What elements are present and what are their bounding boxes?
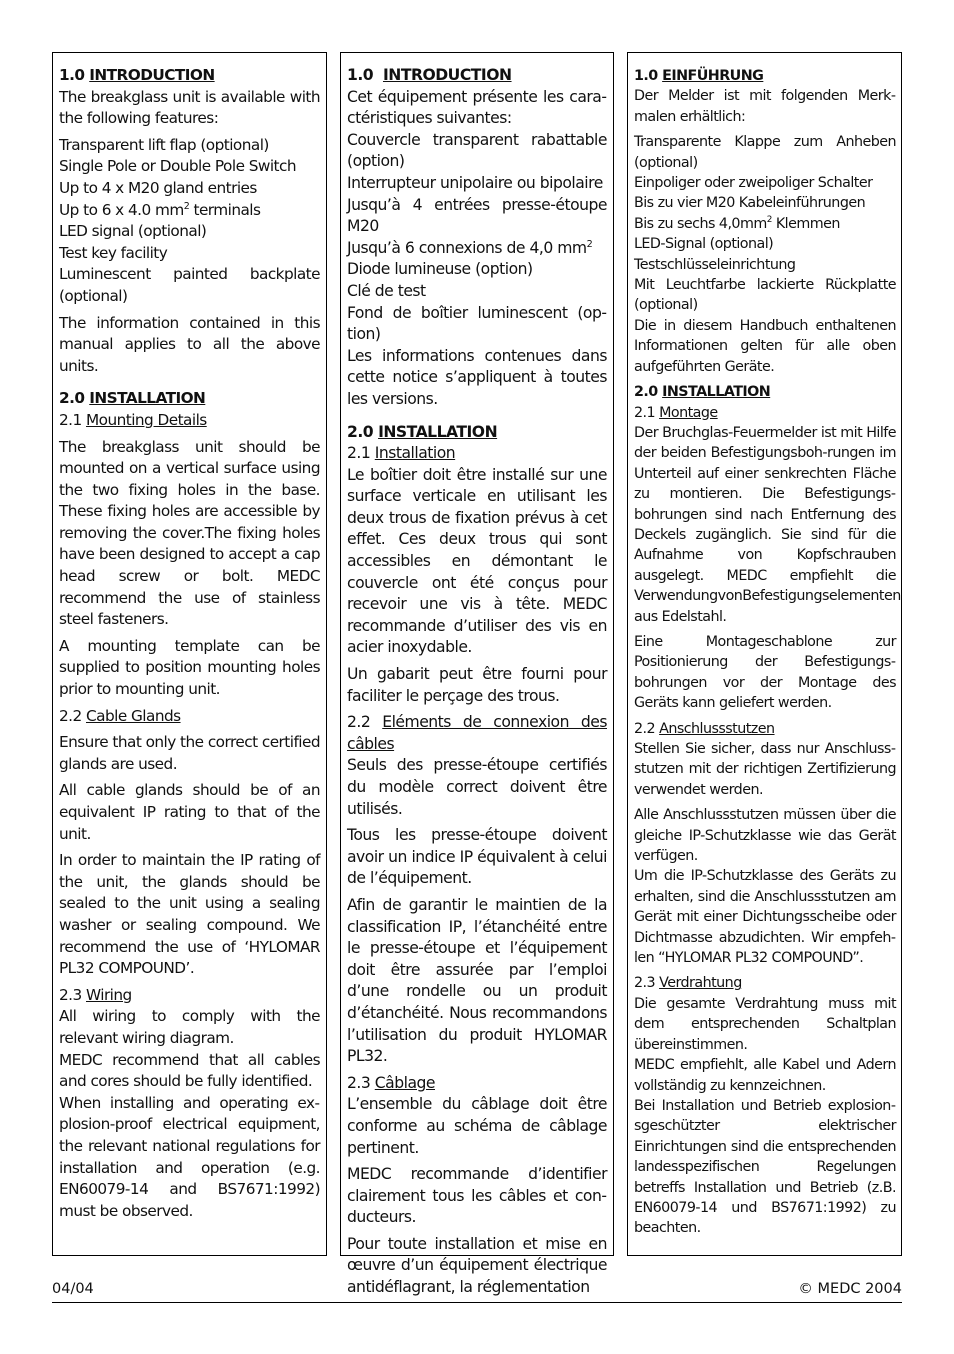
subsection-title: Anschlussstutzen xyxy=(659,720,775,737)
footer-rule xyxy=(52,1302,902,1303)
section-number: 2.0 xyxy=(59,389,85,408)
subsection-heading xyxy=(59,410,320,432)
superscript: 2 xyxy=(766,215,772,226)
subsection-number: 2.2 xyxy=(347,713,383,732)
subsection-heading xyxy=(634,973,896,993)
subsection-number: 2.2 xyxy=(59,706,86,725)
body-paragraph: Ensure that only the correct certified glands are used. xyxy=(59,733,321,773)
feature-item xyxy=(347,238,607,260)
body-paragraph: The breakglass unit should be mounted on a vertical surface using the two fixing holes in the base. These fixing holes are accessible by removing the cover.The fixing holes have been designed to accept a cap head screw or bolt. MEDC recommend the use of stainless steel fasteners. xyxy=(59,437,320,629)
feature-text: Jusqu’à 6 connexions de 4,0 mm xyxy=(347,238,587,257)
installation-heading xyxy=(59,388,320,410)
subsection-number: 2.1 xyxy=(59,410,86,429)
feature-item: Interrupteur unipolaire ou bipolaire xyxy=(347,173,603,192)
feature-item: Fond de boîtier luminescent (option) xyxy=(347,303,607,344)
feature-item: Couvercle transparent rabattable (option) xyxy=(347,130,607,171)
subsection-title: Verdrahtung xyxy=(659,975,742,992)
subsection-number: 2.1 xyxy=(347,444,375,463)
body-paragraph: All cable glands should be of an equivalent IP rating to that of the unit. xyxy=(59,781,320,843)
intro-paragraph: Les informations contenues dans cette notice s’appliquent à toutes les versions. xyxy=(347,346,607,408)
section-number: 1.0 xyxy=(347,66,374,84)
feature-item: Jusqu’à 4 entrées presse-étoupe M20 xyxy=(347,195,607,236)
installation-heading xyxy=(634,382,896,402)
body-paragraph: All wiring to comply with the relevant wiring diagram. xyxy=(59,1007,320,1047)
feature-item: Single Pole or Double Pole Switch xyxy=(59,157,297,176)
body-paragraph: Afin de garantir le maintien de la classification IP, l’étanchéité entre le presse-étoupe et l’équipement doit être assurée par l’emploi d’une rondelle ou un produit d’étanchéité. Nous recommandons l’utilisation du produit HYLOMAR PL32. xyxy=(347,895,607,1066)
body-paragraph: When installing and operating explosion-proof electrical equipment, the relevant national regulations for installation and operation (e.g. EN60079-14 and BS7671:1992) must be observed. xyxy=(59,1093,320,1220)
body-paragraph: MEDC recommend that all cables and cores should be fully identified. xyxy=(59,1050,320,1091)
section-title: INSTALLATION xyxy=(662,384,771,401)
subsection-heading xyxy=(59,985,320,1007)
subsection-title: Montage xyxy=(659,404,718,421)
feature-item: Test key facility xyxy=(59,243,168,262)
section-number: 2.0 xyxy=(634,384,658,401)
body-paragraph: Le boîtier doit être installé sur une surface verticale en utilisant les deux trous de fixation prévus à cet effet. Ces deux trous qui sont accessibles en démontant le couvercle ont été conçus pour recevoir une vis à tête. MEDC recommande d’utiliser des vis en acier inoxydable. xyxy=(347,465,607,657)
subsection-number: 2.3 xyxy=(59,985,86,1004)
section-title: INSTALLATION xyxy=(378,422,498,441)
subsection-heading xyxy=(634,719,896,739)
subsection-heading xyxy=(59,706,320,728)
subsection-heading xyxy=(347,1073,607,1095)
section-title: INTRODUCTION xyxy=(382,66,512,84)
intro-paragraph: The breakglass unit is available with the following features: xyxy=(59,87,320,128)
subsection-number: 2.3 xyxy=(634,975,660,992)
intro-heading xyxy=(634,66,896,86)
body-paragraph: A mounting template can be supplied to position mounting holes prior to mounting unit. xyxy=(59,636,320,699)
body-paragraph: MEDC empfiehlt, alle Kabel und Adern vollständig zu kennzeichnen. xyxy=(634,1057,896,1094)
body-paragraph: Eine Montageschablone zur Positionierung der Befestigungsbohrungen vor der Montage des Geräts kann geliefert werden. xyxy=(634,633,896,712)
feature-item: Transparente Klappe zum Anheben (optional) xyxy=(634,134,896,171)
feature-item: Up to 4 x M20 gland entries xyxy=(59,178,257,197)
feature-text: Klemmen xyxy=(771,215,840,232)
section-title: EINFÜHRUNG xyxy=(662,68,764,84)
feature-item: Luminescent painted backplate (optional) xyxy=(59,265,320,305)
column-german xyxy=(627,52,902,1256)
intro-paragraph: Der Melder ist mit folgenden Merkmalen erhältlich: xyxy=(634,88,896,125)
feature-item: LED signal (optional) xyxy=(59,222,207,241)
superscript: 2 xyxy=(183,200,190,212)
section-title: INTRODUCTION xyxy=(89,66,215,84)
feature-item xyxy=(59,200,320,222)
intro-paragraph: Cet équipement présente les caractéristiques suivantes: xyxy=(347,87,607,128)
subsection-title: Câblage xyxy=(374,1073,435,1092)
body-paragraph: Tous les presse-étoupe doivent avoir un indice IP équivalent à celui de l’équipement. xyxy=(347,826,607,888)
feature-item: Diode lumineuse (option) xyxy=(347,260,533,279)
feature-text: Up to 6 x 4.0 mm xyxy=(59,200,184,219)
body-paragraph: Um die IP-Schutzklasse des Geräts zu erhalten, sind die Anschlussstutzen am Gerät mit einer Dichtungsscheibe oder Dichtmasse abzudichten. Wir empfehlen “HYLOMAR PL32 COMPOUND”. xyxy=(634,868,896,967)
column-english xyxy=(52,52,327,1256)
installation-heading xyxy=(347,422,607,444)
feature-item: Testschlüsseleinrichtung xyxy=(634,256,796,273)
intro-paragraph: The information contained in this manual applies to all the above units. xyxy=(59,313,320,375)
intro-heading xyxy=(347,65,607,87)
section-number: 2.0 xyxy=(347,422,374,441)
column-french xyxy=(340,52,614,1297)
subsection-title: Eléments de connexion des câbles xyxy=(347,713,607,753)
footer-date: 04/04 xyxy=(52,1281,94,1297)
body-paragraph: L’ensemble du câblage doit être conforme au schéma de câblage pertinent. xyxy=(347,1095,607,1157)
body-paragraph: Pour toute installation et mise en œuvre d’un équipement électrique antidéflagrant, la réglementation xyxy=(347,1234,607,1297)
body-paragraph: In order to maintain the IP rating of the unit, the glands should be sealed to the unit using a sealing washer or sealing compound. We recommend the use of ‘HYLOMAR PL32 COMPOUND’. xyxy=(59,851,320,978)
body-paragraph: Bei Installation und Betrieb explosionsgeschützter elektrischer Einrichtungen sind die entsprechenden landesspezifischen Regelungen betreffs Installation und Betrieb (z.B. EN60079-14 und BS7671:1992) zu beachten. xyxy=(634,1097,896,1237)
subsection-title: Wiring xyxy=(86,985,132,1004)
body-paragraph: Alle Anschlussstutzen müssen über die gleiche IP-Schutzklasse wie das Gerät verfügen. xyxy=(634,807,896,865)
subsection-number: 2.2 xyxy=(634,720,660,737)
body-paragraph: Der Bruchglas-Feuermelder ist mit Hilfe der beiden Befestigungsboh-rungen im Unterteil auf einer senkrechten Fläche zu montieren. Die Befestigungsbohrungen sind nach Entfernung des Deckels zugänglich. Sie sind für die Aufnahme von Kopfschrauben ausgelegt. MEDC empfiehlt die VerwendungvonBefestigungselementen aus Edelstahl. xyxy=(634,424,901,625)
section-number: 1.0 xyxy=(634,68,658,84)
feature-text: terminals xyxy=(189,200,261,219)
subsection-number: 2.1 xyxy=(634,404,660,421)
subsection-title: Installation xyxy=(374,444,456,463)
subsection-heading xyxy=(347,443,607,465)
feature-item: Transparent lift flap (optional) xyxy=(59,135,269,154)
feature-item: Mit Leuchtfarbe lackierte Rückplatte (optional) xyxy=(634,277,896,314)
subsection-title: Cable Glands xyxy=(86,706,181,725)
subsection-number: 2.3 xyxy=(347,1073,375,1092)
feature-item xyxy=(634,214,896,234)
body-paragraph: MEDC recommande d’identifier clairement tous les câbles et conducteurs. xyxy=(347,1165,607,1227)
feature-item: LED-Signal (optional) xyxy=(634,236,774,253)
subsection-title: Mounting Details xyxy=(86,410,207,429)
intro-paragraph: Die in diesem Handbuch enthaltenen Informationen gelten für alle oben aufgeführten Geräte. xyxy=(634,317,896,375)
feature-text: Bis zu sechs 4,0mm xyxy=(634,215,767,232)
intro-heading xyxy=(59,65,320,87)
section-number: 1.0 xyxy=(59,66,85,84)
superscript: 2 xyxy=(586,238,593,250)
body-paragraph: Die gesamte Verdrahtung muss mit dem entsprechenden Schaltplan übereinstimmen. xyxy=(634,995,896,1053)
subsection-heading xyxy=(634,403,896,423)
body-paragraph: Un gabarit peut être fourni pour faciliter le perçage des trous. xyxy=(347,665,607,705)
feature-item: Clé de test xyxy=(347,281,426,300)
footer-copyright: © MEDC 2004 xyxy=(798,1281,902,1297)
body-paragraph: Stellen Sie sicher, dass nur Anschlussstutzen mit der richtigen Zertifizierung verwendet werden. xyxy=(634,741,896,798)
section-title: INSTALLATION xyxy=(89,389,206,408)
subsection-heading xyxy=(347,712,607,755)
feature-item: Bis zu vier M20 Kabeleinführungen xyxy=(634,195,866,212)
feature-item: Einpoliger oder zweipoliger Schalter xyxy=(634,175,873,192)
body-paragraph: Seuls des presse-étoupe certifiés du modèle correct doivent être utilisés. xyxy=(347,756,607,818)
